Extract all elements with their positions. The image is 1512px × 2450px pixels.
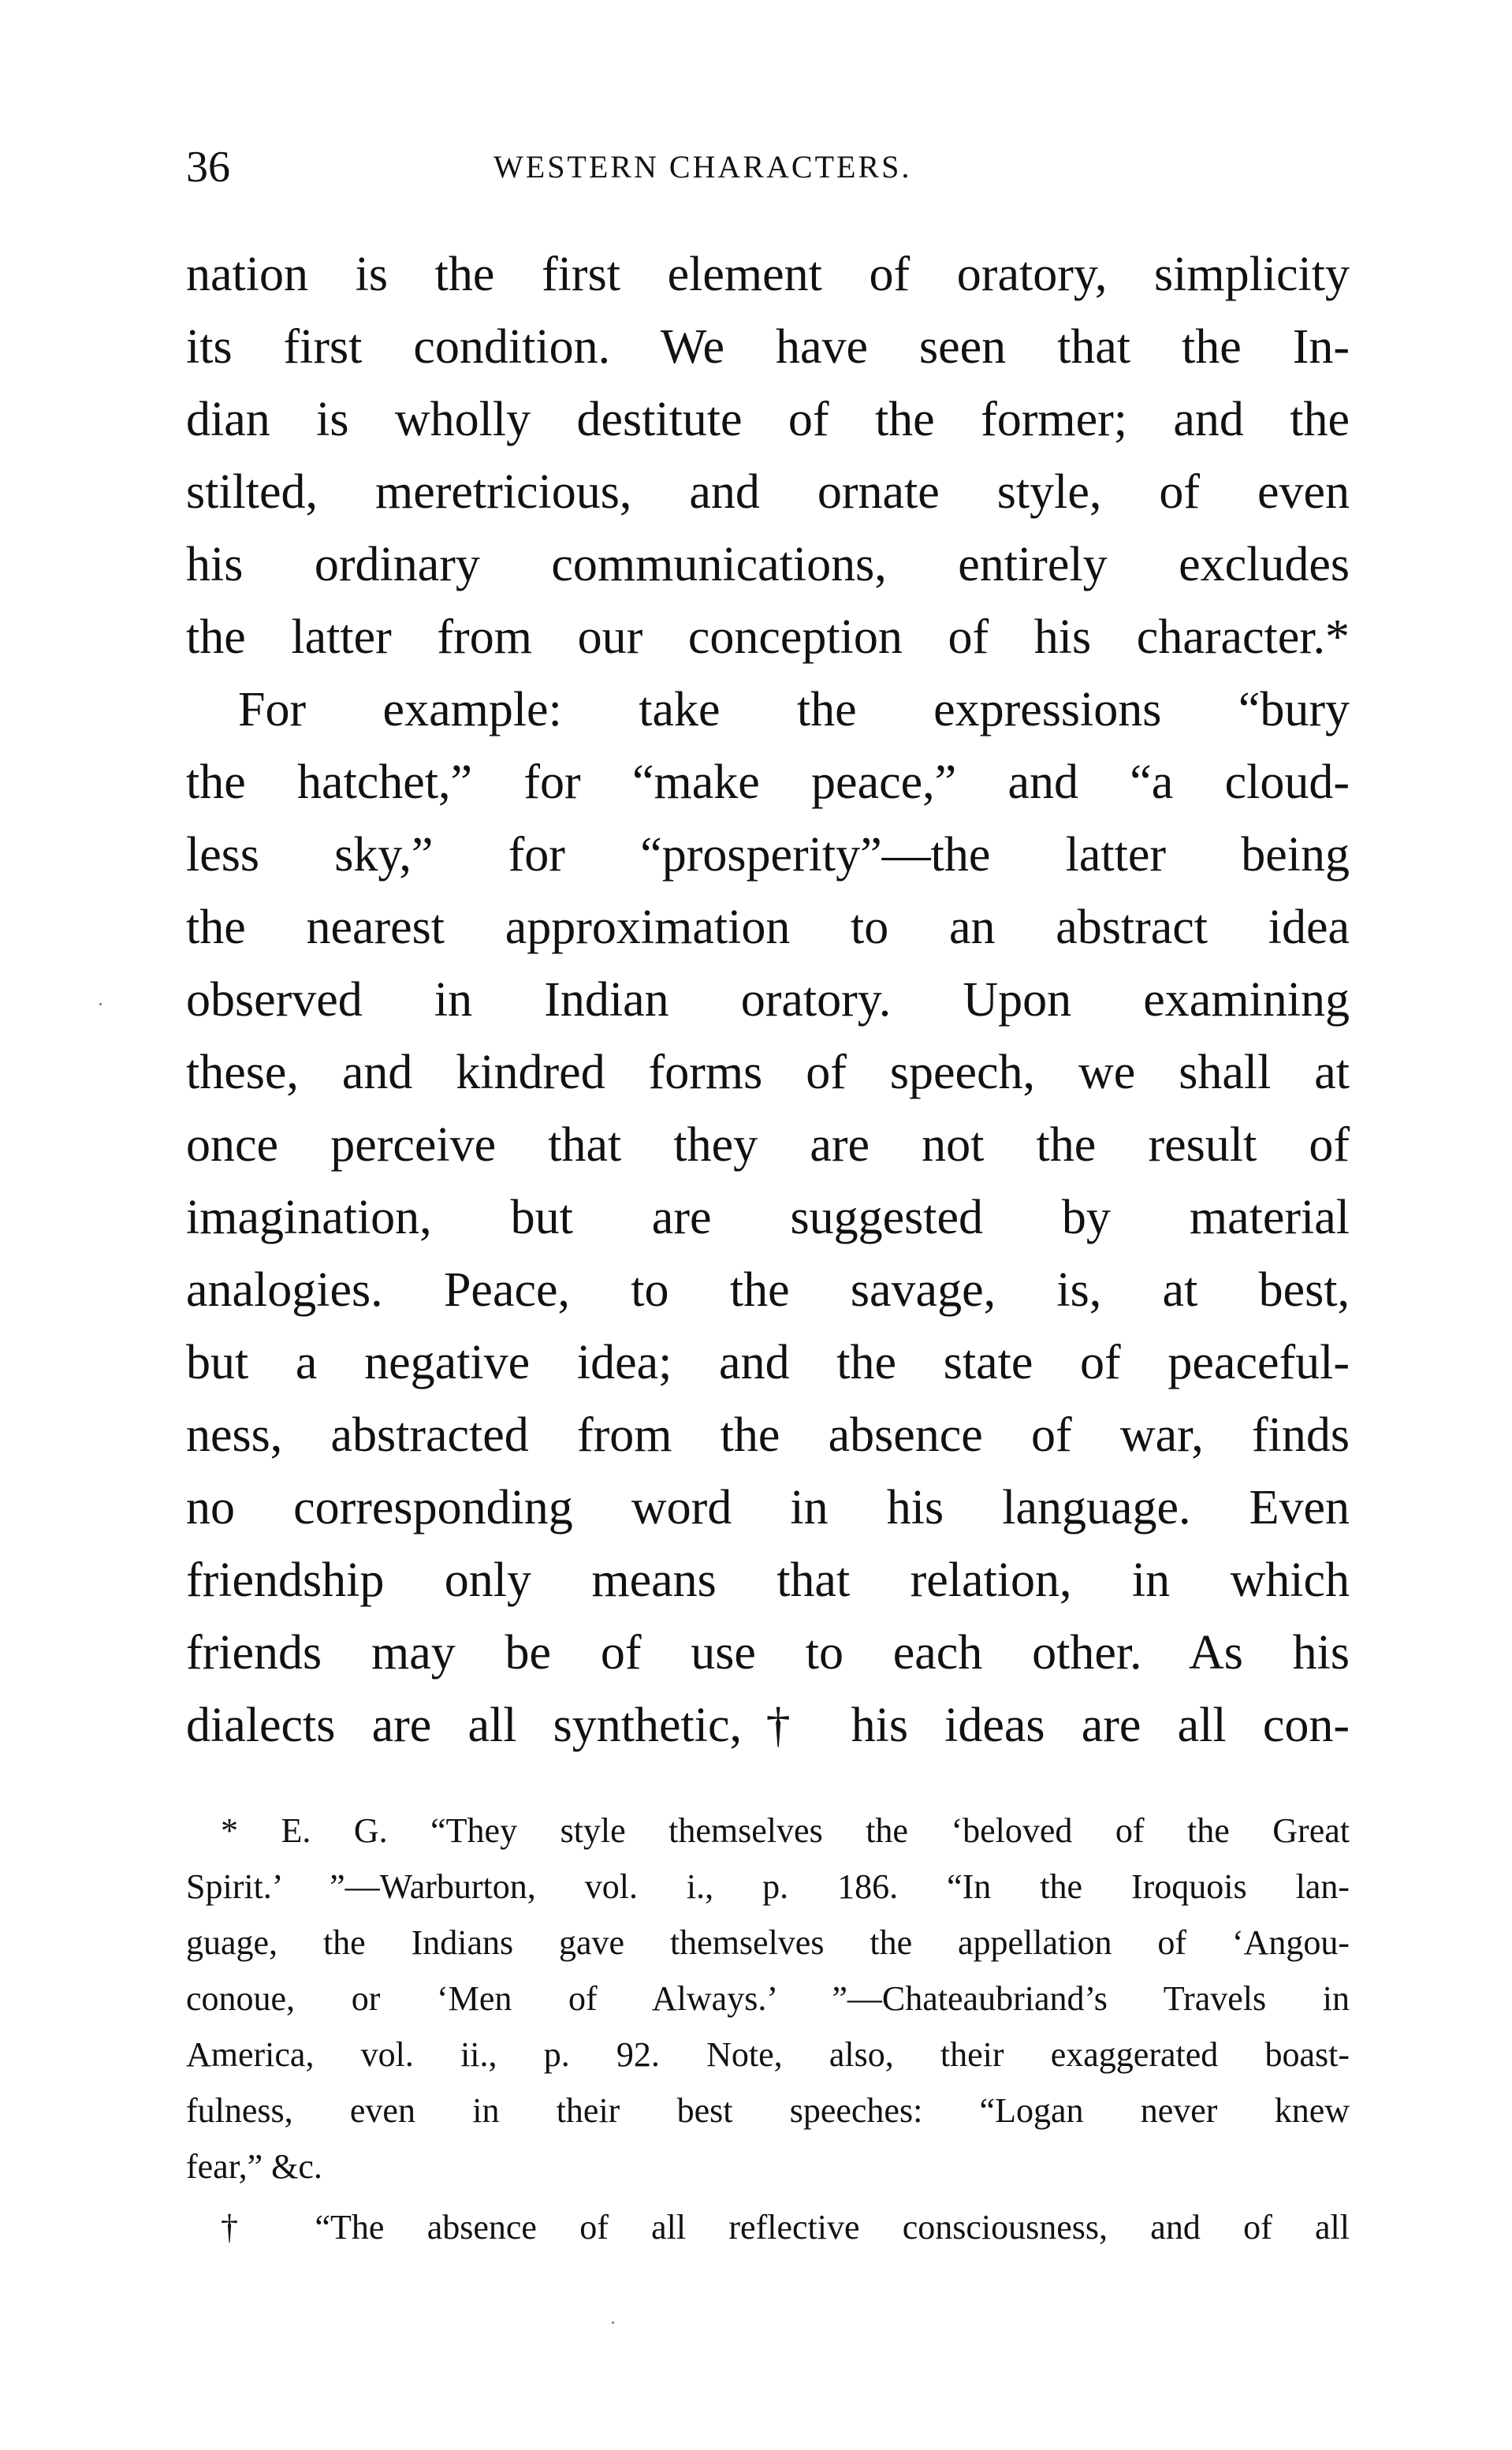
body-line: observed in Indian oratory. Upon examining xyxy=(186,973,1350,1027)
body-line: friendship only means that relation, in which xyxy=(186,1553,1350,1607)
footnote-line: conoue, or ‘Men of Always.’ ”—Chateaubriand’s Travels in xyxy=(186,1979,1350,2018)
footnote-line: Spirit.’ ”—Warburton, vol. i., p. 186. “In the Iroquois lan- xyxy=(186,1867,1350,1906)
running-head: WESTERN CHARACTERS. xyxy=(493,149,912,185)
paper-speck xyxy=(612,2321,614,2324)
page-header xyxy=(186,136,1350,199)
body-line: the latter from our conception of his character.* xyxy=(186,610,1350,664)
body-text xyxy=(186,238,1350,1762)
body-line: its first condition. We have seen that the In- xyxy=(186,320,1350,374)
body-line: stilted, meretricious, and ornate style, of even xyxy=(186,465,1350,519)
body-line: once perceive that they are not the result of xyxy=(186,1118,1350,1172)
body-line: the hatchet,” for “make peace,” and “a cloud- xyxy=(186,755,1350,809)
body-line: less sky,” for “prosperity”—the latter being xyxy=(186,828,1350,882)
footnotes xyxy=(186,1803,1350,2255)
footnote-line: fear,” &c. xyxy=(186,2147,322,2186)
body-line: the nearest approximation to an abstract idea xyxy=(186,901,1350,954)
body-line: but a negative idea; and the state of peaceful- xyxy=(186,1336,1350,1389)
footnote-line: guage, the Indians gave themselves the appellation of ‘Angou- xyxy=(186,1923,1350,1962)
body-line: friends may be of use to each other. As his xyxy=(186,1626,1350,1680)
body-line: ness, abstracted from the absence of war, finds xyxy=(186,1408,1350,1462)
body-line: dialects are all synthetic,† his ideas are all con- xyxy=(186,1699,1350,1752)
body-line: imagination, but are suggested by material xyxy=(186,1191,1350,1244)
body-line: analogies. Peace, to the savage, is, at best, xyxy=(186,1263,1350,1317)
body-line: dian is wholly destitute of the former; and the xyxy=(186,393,1350,446)
body-line: his ordinary communications, entirely excludes xyxy=(186,538,1350,591)
paper-speck xyxy=(99,1003,102,1005)
body-line: no corresponding word in his language. Even xyxy=(186,1481,1350,1535)
page-number: 36 xyxy=(186,143,230,192)
body-line: nation is the first element of oratory, simplicity xyxy=(186,248,1350,301)
body-line: For example: take the expressions “bury xyxy=(238,683,1350,736)
footnote-line: fulness, even in their best speeches: “Logan never knew xyxy=(186,2091,1350,2130)
footnote-line: * E. G. “They style themselves the ‘beloved of the Great xyxy=(221,1811,1350,1850)
footnote-line: † “The absence of all reflective consciousness, and of all xyxy=(221,2208,1350,2247)
footnote-line: America, vol. ii., p. 92. Note, also, their exaggerated boast- xyxy=(186,2035,1350,2074)
body-line: these, and kindred forms of speech, we shall at xyxy=(186,1046,1350,1099)
